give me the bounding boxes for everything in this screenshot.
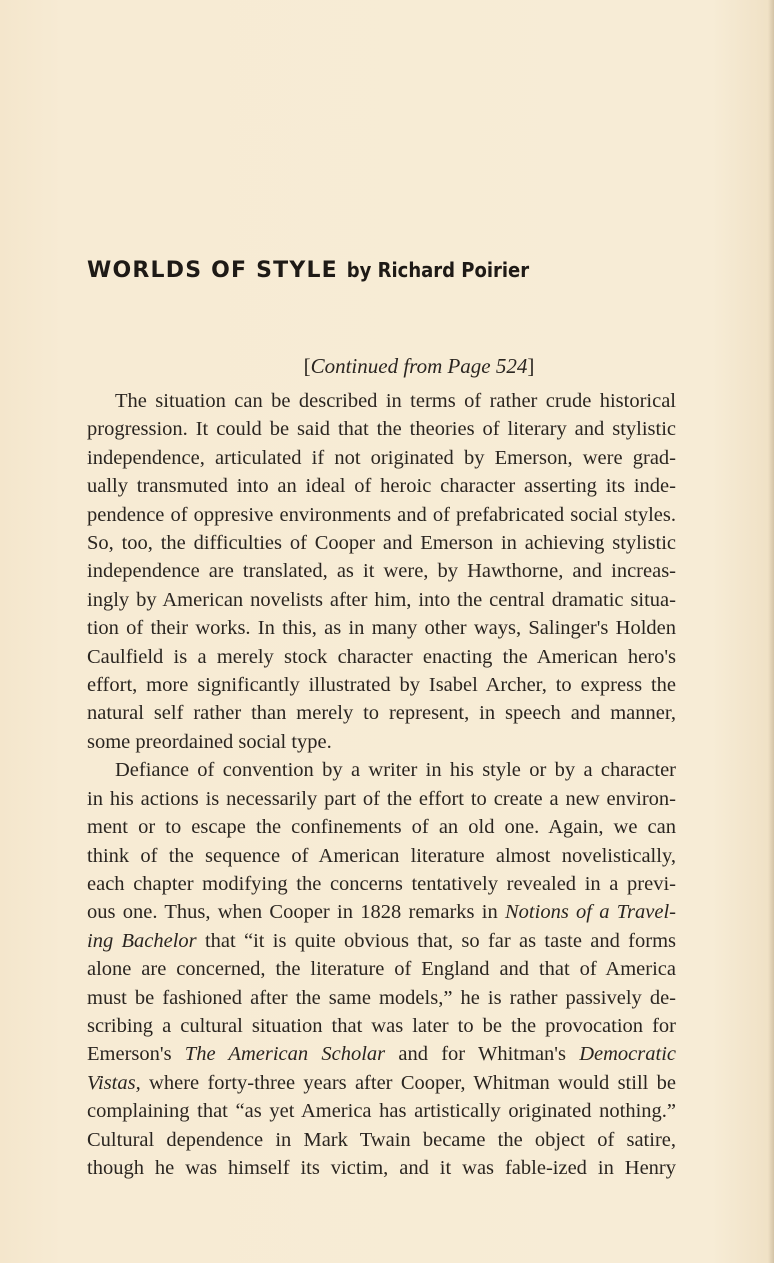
paragraph-line (87, 927, 676, 955)
paragraph-line: think of the sequence of American literature almost novelistically, (87, 844, 676, 867)
paragraph-line: in his actions is necessarily part of the effort to create a new environ- (87, 787, 676, 810)
paragraph-line: some preordained social type. (87, 730, 332, 753)
article-title (87, 258, 529, 283)
paragraph-line: scribing a cultural situation that was later to be the provocation for (87, 1014, 676, 1037)
line-text: ous one. Thus, when Cooper in 1828 remarks in (87, 901, 505, 924)
paragraph-line (87, 1069, 676, 1097)
book-title-notions-cont: ing Bachelor (87, 929, 197, 952)
paragraph-line: ment or to escape the confinements of an old one. Again, we can (87, 816, 676, 839)
paragraph-line: independence are translated, as it were, by Hawthorne, and increas- (87, 560, 676, 583)
paragraph-line (87, 1040, 676, 1068)
paragraph-line: Cultural dependence in Mark Twain became the object of satire, (87, 1128, 676, 1151)
paragraph-line: natural self rather than merely to represent, in speech and manner, (87, 702, 676, 725)
title-main: WORLDS OF STYLE (87, 258, 338, 283)
continued-bracket-close: ] (527, 354, 535, 378)
line-text: Emerson's (87, 1043, 185, 1066)
paragraph-line: each chapter modifying the concerns tentatively revealed in a previ- (87, 872, 676, 895)
continued-note (0, 354, 774, 379)
book-title-democratic: Democratic (579, 1043, 676, 1066)
line-text: where forty-three years after Cooper, Whitman would still be (140, 1071, 676, 1094)
paragraph-line: The situation can be described in terms of rather crude historical (115, 390, 676, 412)
paragraph-line: ually transmuted into an ideal of heroic character asserting its inde- (87, 475, 676, 498)
article-body (87, 387, 676, 1182)
paragraph-1 (87, 387, 676, 756)
book-title-notions: Notions of a Travel- (505, 901, 676, 924)
paragraph-line: pendence of oppresive environments and of prefabricated social styles. (87, 503, 676, 526)
book-title-american-scholar: The American Scholar (184, 1043, 386, 1066)
continued-text: Continued from Page 524 (310, 354, 528, 378)
paragraph-line: alone are concerned, the literature of England and that of America (87, 958, 676, 981)
paragraph-line (87, 898, 676, 926)
paragraph-line: though he was himself its victim, and it was fable-ized in Henry (87, 1156, 676, 1179)
continued-bracket-open: [ (303, 354, 311, 378)
paragraph-line: independence, articulated if not originated by Emerson, were grad- (87, 446, 676, 469)
line-text: that “it is quite obvious that, so far as taste and forms (196, 929, 676, 952)
paragraph-2 (87, 756, 676, 1182)
paragraph-line: must be fashioned after the same models,” he is rather passively de- (87, 986, 676, 1009)
paragraph-line: effort, more significantly illustrated by Isabel Archer, to express the (87, 674, 676, 697)
paragraph-line: progression. It could be said that the theories of literary and stylistic (87, 418, 676, 441)
title-byline: by Richard Poirier (346, 258, 530, 282)
line-text: and for Whitman's (385, 1043, 580, 1066)
paragraph-line: complaining that “as yet America has artistically originated nothing.” (87, 1100, 676, 1123)
page-edge-shadow (768, 0, 774, 1263)
paragraph-line: So, too, the difficulties of Cooper and Emerson in achieving stylistic (87, 532, 676, 555)
paragraph-line: Defiance of convention by a writer in his style or by a character (115, 759, 676, 782)
book-title-vistas: Vistas, (87, 1071, 141, 1094)
paragraph-line: tion of their works. In this, as in many other ways, Salinger's Holden (87, 617, 676, 640)
paragraph-line: Caulfield is a merely stock character enacting the American hero's (87, 645, 676, 668)
paragraph-line: ingly by American novelists after him, into the central dramatic situa- (87, 588, 676, 611)
